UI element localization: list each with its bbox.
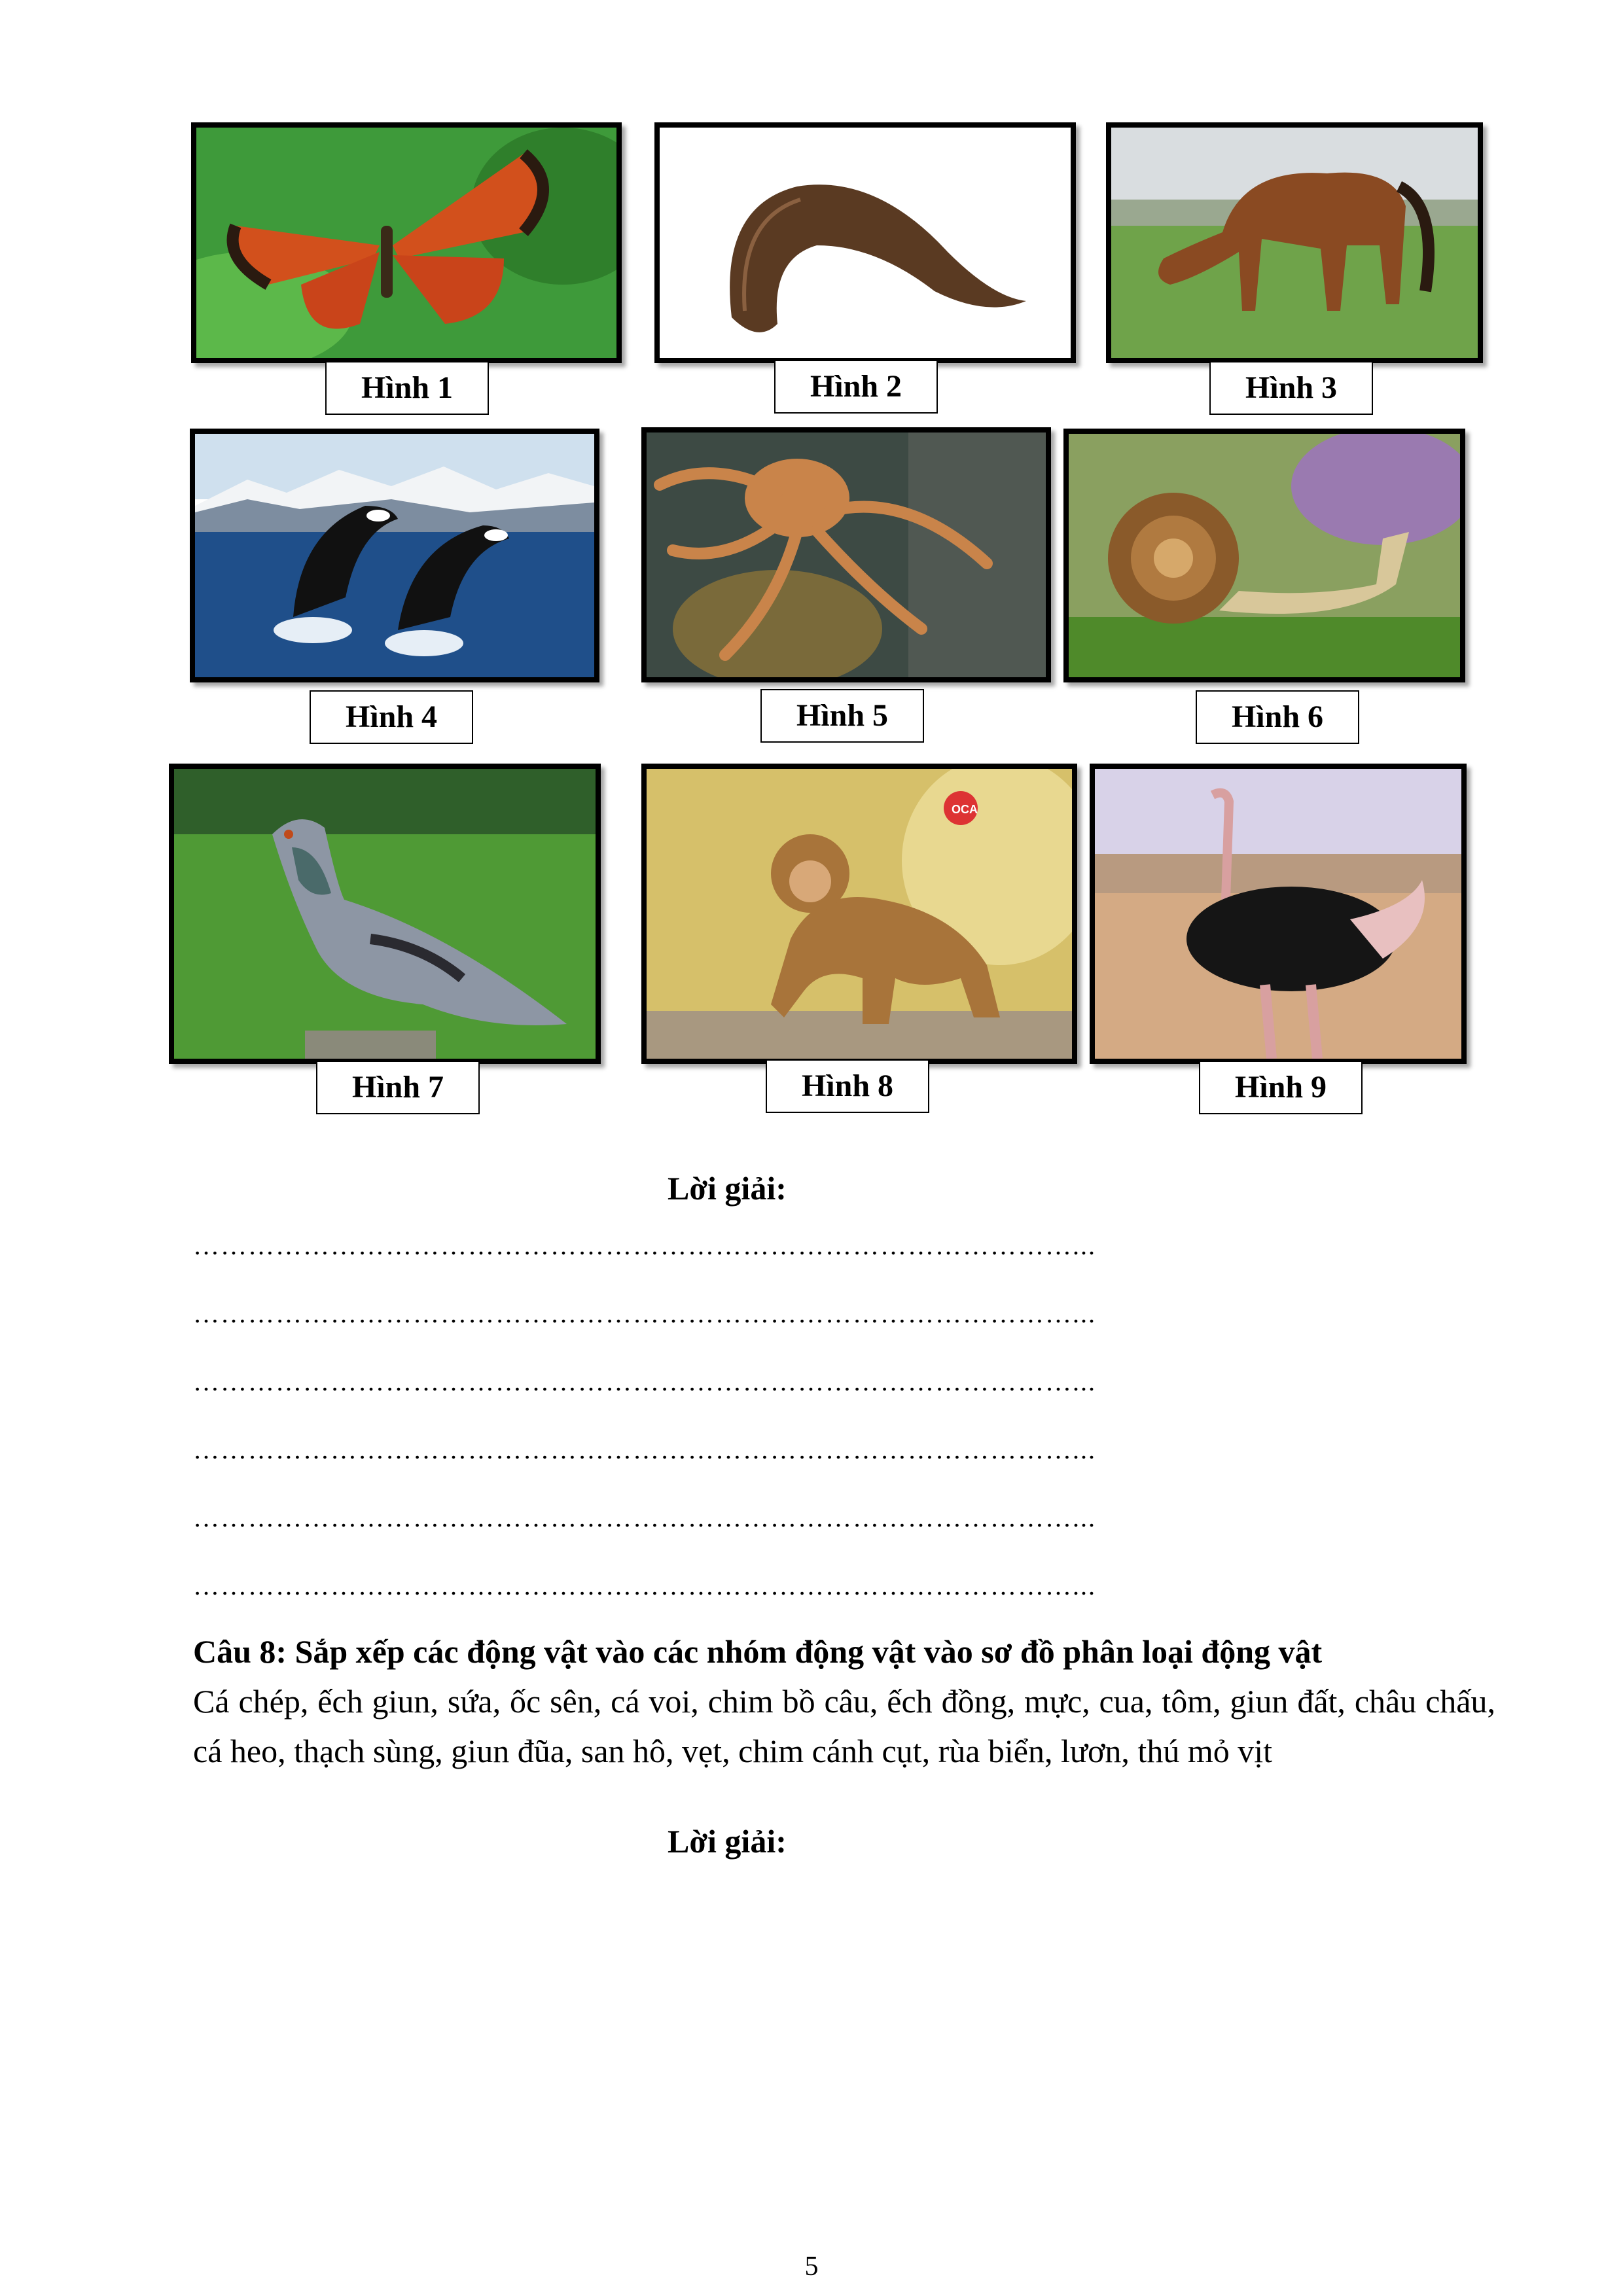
- pigeon-image: [169, 764, 601, 1064]
- butterfly-image: [191, 122, 622, 363]
- figure-caption-4: Hình 4: [310, 690, 473, 744]
- answer-line: ……………………………………………………………………………………...: [193, 1571, 1096, 1600]
- ostrich-image: [1090, 764, 1467, 1064]
- figure-caption-5: Hình 5: [760, 689, 924, 743]
- answer-heading-1: Lời giải:: [668, 1170, 787, 1207]
- monkey-watermark: OCA: [952, 803, 978, 816]
- orca-image: [190, 429, 599, 682]
- octopus-image: [641, 427, 1051, 682]
- figure-caption-8: Hình 8: [766, 1059, 929, 1113]
- figure-caption-6: Hình 6: [1196, 690, 1359, 744]
- leech-image: [654, 122, 1076, 363]
- horse-image: [1106, 122, 1483, 363]
- figure-caption-7: Hình 7: [316, 1061, 480, 1114]
- figure-caption-2: Hình 2: [774, 360, 938, 414]
- figure-caption-9: Hình 9: [1199, 1061, 1363, 1114]
- page-number: 5: [804, 2252, 819, 2282]
- monkey-image: [641, 764, 1077, 1064]
- figure-caption-3: Hình 3: [1209, 361, 1373, 415]
- answer-line: ……………………………………………………………………………………...: [193, 1299, 1096, 1328]
- answer-line: ……………………………………………………………………………………...: [193, 1367, 1096, 1396]
- question-8-title: Câu 8: Sắp xếp các động vật vào các nhóm động vật vào sơ đồ phân loại động vật: [193, 1633, 1323, 1670]
- answer-line: ……………………………………………………………………………………...: [193, 1503, 1096, 1532]
- question-8-body: Cá chép, ếch giun, sứa, ốc sên, cá voi, chim bồ câu, ếch đồng, mực, cua, tôm, giun đất, châu chấu, cá heo, thạch sùng, giun đũa, san hô, vẹt, chim cánh cụt, rùa biển, lươn, thú mỏ vịt: [193, 1683, 1495, 1769]
- answer-heading-2: Lời giải:: [668, 1823, 787, 1860]
- snail-image: [1063, 429, 1465, 682]
- answer-line: ……………………………………………………………………………………...: [193, 1231, 1096, 1260]
- figure-caption-1: Hình 1: [325, 361, 489, 415]
- answer-line: ……………………………………………………………………………………...: [193, 1435, 1096, 1464]
- question-8: [193, 1627, 1495, 1776]
